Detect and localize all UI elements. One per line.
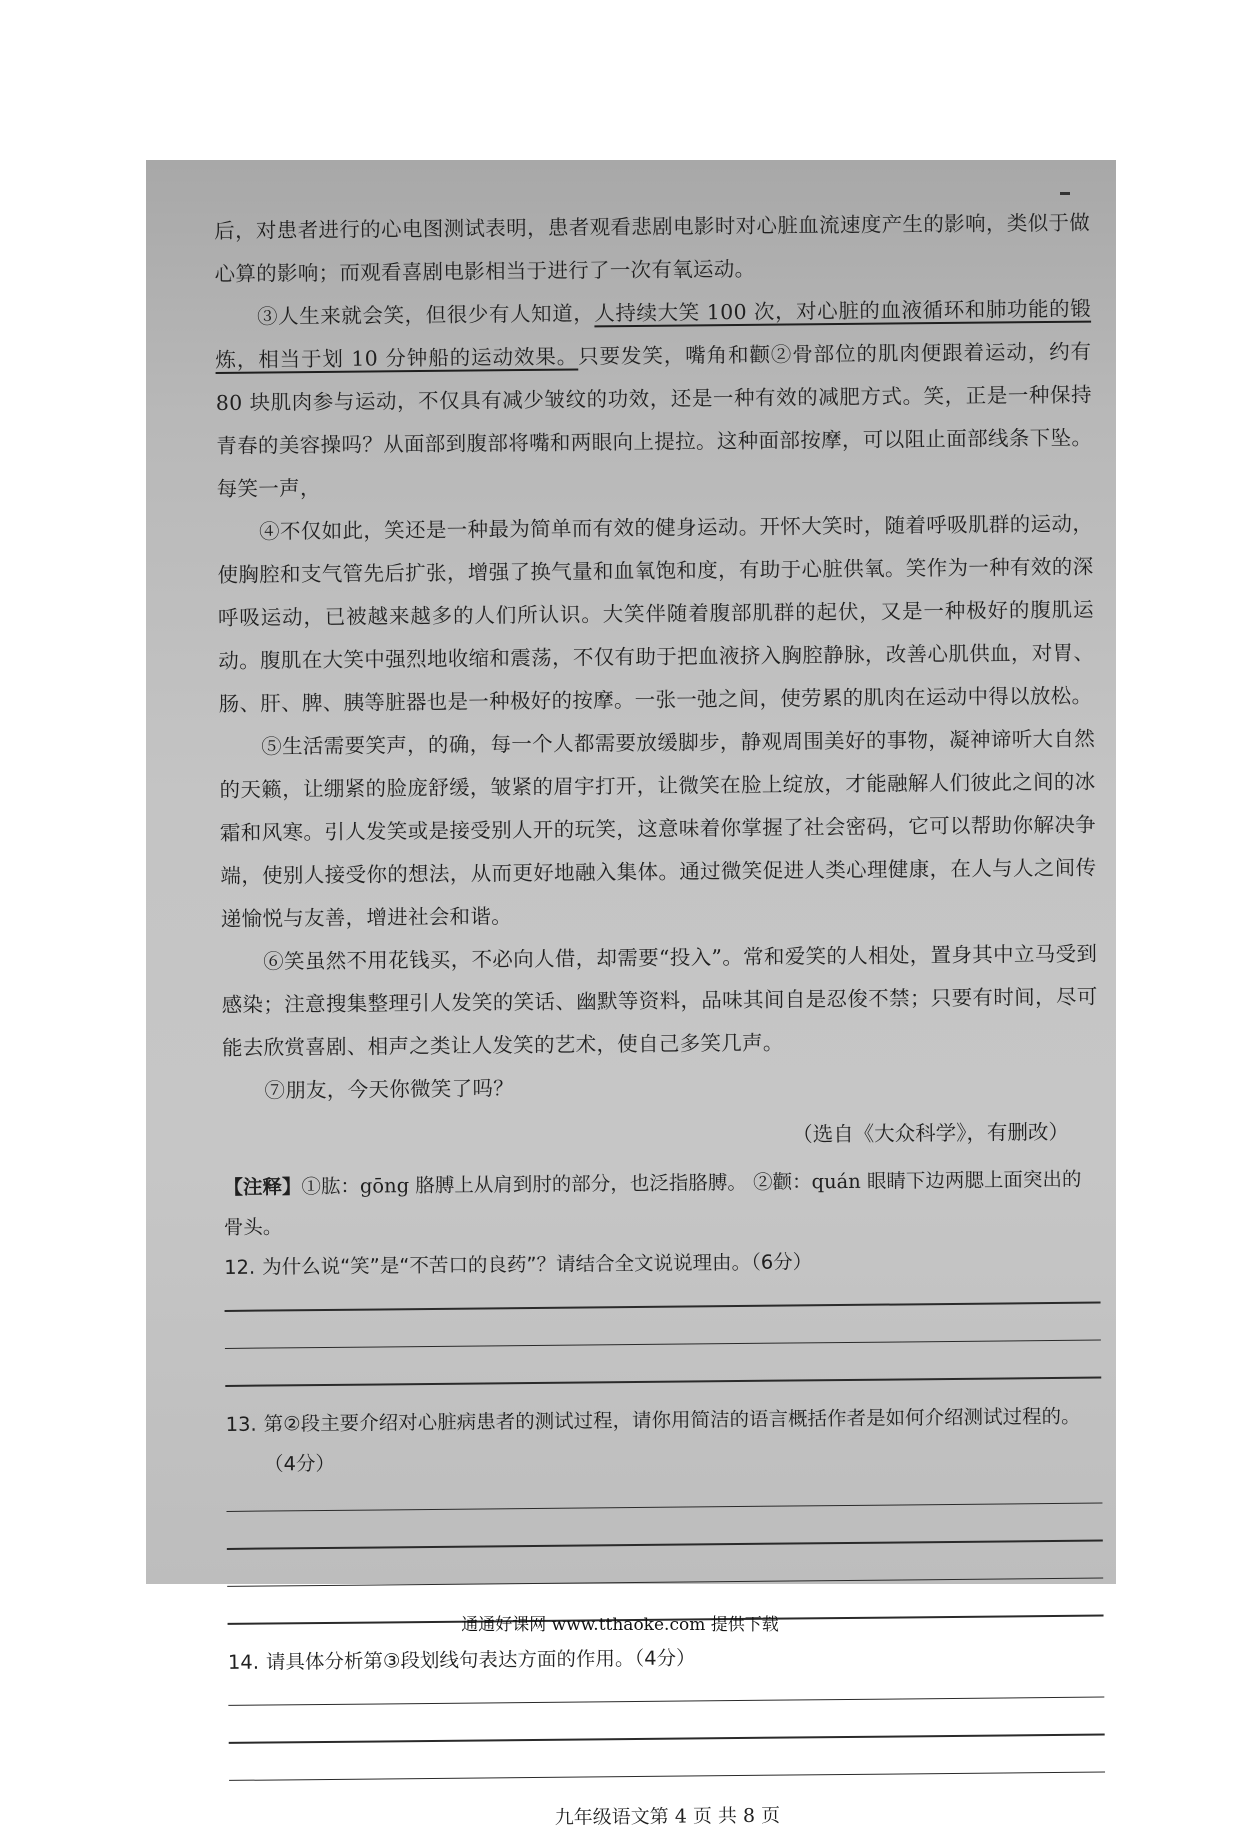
source-citation: （选自《大众科学》，有删改） — [792, 1119, 1070, 1147]
page-footer: 九年级语文第 4 页 共 8 页 — [554, 1804, 781, 1829]
paragraph-3-rest: 只要发笑，嘴角和颧②骨部位的肌肉便跟着运动，约有 80 块肌肉参与运动，不仅具有减少皱纹的功效，还是一种有效的减肥方式。笑，正是一种保持青春的美容操吗？从面部到腹部将嘴和两眼向上提拉。这种面部按摩，可以阻止面部线条下坠。每笑一声， — [215, 339, 1093, 501]
paragraph-6: ⑥笑虽然不用花钱买，不必向人借，却需要“投入”。常和爱笑的人相处，置身其中立马受到感染；注意搜集整理引人发笑的笑话、幽默等资料，品味其间自是忍俊不禁；只要有时间，尽可能去欣赏喜剧、相声之类让人发笑的艺术，使自己多笑几声。 — [221, 941, 1098, 1060]
question-number: 13. — [225, 1412, 257, 1436]
page-content — [214, 202, 1106, 1841]
question-13 — [225, 1396, 1102, 1484]
annotation-text: ①肱：gōng 胳膊上从肩到肘的部分，也泛指胳膊。 ②颧：quán 眼睛下边两腮上面突出的骨头。 — [223, 1167, 1082, 1239]
paragraph-7: ⑦朋友，今天你微笑了吗？ — [264, 1076, 515, 1103]
question-14 — [228, 1634, 1104, 1682]
question-text: 请具体分析第③段划线句表达方面的作用。（4分） — [265, 1645, 696, 1674]
annotation-note — [223, 1160, 1100, 1248]
question-12 — [224, 1240, 1100, 1288]
question-number: 12. — [224, 1255, 256, 1279]
annotation-tag: 【注释】 — [223, 1175, 302, 1199]
question-text: 为什么说“笑”是“不苦口的良药”？请结合全文说说理由。（6分） — [262, 1250, 813, 1279]
question-number: 14. — [227, 1650, 260, 1674]
paragraph-3-start: ③人生来就会笑，但很少有人知道， — [256, 301, 595, 329]
question-text: 第②段主要介绍对心脏病患者的测试过程，请你用简洁的语言概括作者是如何介绍测试过程的。（4分） — [263, 1404, 1081, 1476]
underlined-sentence: 人持续大笑 100 次，对心脏的血液循环和肺功能的锻炼，相当于划 10 分钟船的运动效果。 — [215, 296, 1092, 372]
paragraph-2-tail: 后，对患者进行的心电图测试表明，患者观看悲剧电影时对心脏血流速度产生的影响，类似于做心算的影响；而观看喜剧电影相当于进行了一次有氧运动。 — [214, 210, 1091, 286]
paragraph-4: ④不仅如此，笑还是一种最为简单而有效的健身运动。开怀大笑时，随着呼吸肌群的运动，使胸腔和支气管先后扩张，增强了换气量和血氧饱和度，有助于心脏供氧。笑作为一种有效的深呼吸运动，已被越来越多的人们所认识。大笑伴随着腹部肌群的起伏，又是一种极好的腹肌运动。腹肌在大笑中强烈地收缩和震荡，不仅有助于把血液挤入胸腔静脉，改善心肌供血，对胃、肠、肝、脾、胰等脏器也是一种极好的按摩。一张一弛之间，使劳累的肌肉在运动中得以放松。 — [217, 511, 1095, 716]
download-watermark: 通通好课网 www.tthaoke.com 提供下载 — [461, 1615, 779, 1635]
answer-area-13[interactable] — [226, 1476, 1103, 1624]
paragraph-5: ⑤生活需要笑声，的确，每一个人都需要放缓脚步，静观周围美好的事物，凝神谛听大自然的天籁，让绷紧的脸庞舒缓，皱紧的眉宇打开，让微笑在脸上绽放，才能融解人们彼此之间的冰霜和风寒。引人发笑或是接受别人开的玩笑，这意味着你掌握了社会密码，它可以帮助你解决争端，使别人接受你的想法，从而更好地融入集体。通过微笑促进人类心理健康，在人与人之间传递愉悦与友善，增进社会和谐。 — [219, 726, 1097, 931]
speck-mark — [1060, 192, 1070, 195]
answer-area-14[interactable] — [228, 1674, 1105, 1781]
paragraph-3 — [215, 288, 1093, 511]
answer-area-12[interactable] — [224, 1280, 1101, 1387]
